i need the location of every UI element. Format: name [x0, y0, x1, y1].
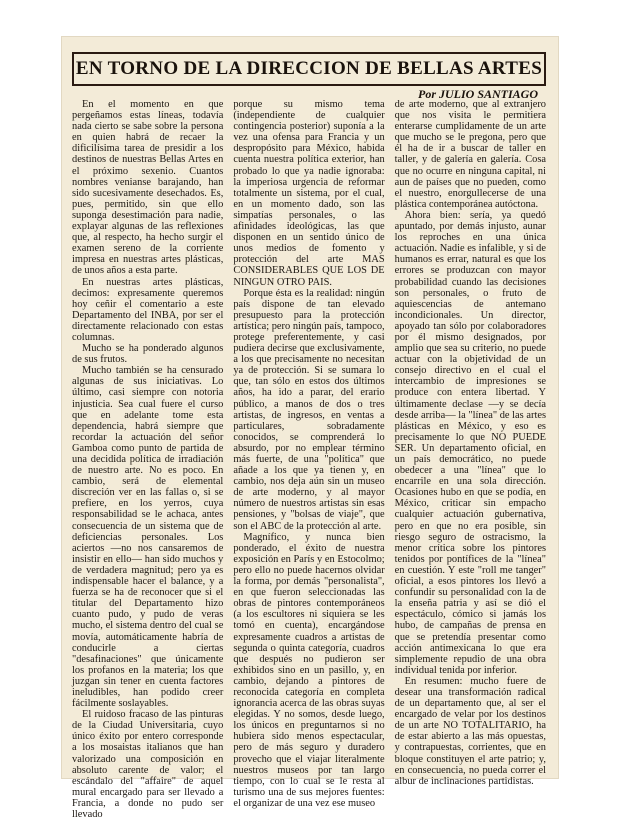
- paragraph: El ruidoso fracaso de las pinturas de la Ciudad Universitaria, cuyo único éxito por entero corresponde a los mosaistas italianos que han valorizado una composición en absoluto carente de valor; el escándalo del "affaire" de aquel mural encargado para ser llevado a Francia, a donde no pudo ser llevado: [72, 709, 224, 820]
- paragraph: de arte moderno, que al extranjero que nos visita le permitiera enterarse cumplidamente de un arte que mucho se le pregona, pero que él ha de ir a buscar de taller en taller, y de galería en galería. Cosa que no ocurre en ninguna capital, ni aun de países que no pueden, como el nuestro, enorgullecerse de una plástica contemporánea autóctona.: [394, 99, 546, 210]
- article-title: EN TORNO DE LA DIRECCION DE BELLAS ARTES: [75, 58, 543, 79]
- paragraph: Porque ésta es la realidad: ningún país dispone de tan elevado presupuesto para la protección artística; pero ningún país, tampoco, protege preferentemente, y casi pudiera decirse que exclusivamente, a los que precisamente no necesitan ya de protección. Si se sumara lo que, tan sólo en estos dos últimos años, ha ido a parar, del erario público, a manos de dos o tres artistas, de ingresos, en ventas a particulares, sobradamente conocidos, se comprenderá lo absurdo, por no emplear término más fuerte, de una "política" que añade a los que ya tienen y, en cambio, nos deja aún sin un museo de arte moderno, y al mayor número de nuestros artistas sin esas pensiones, y "bolsas de viaje", que son el ABC de la protección al arte.: [233, 287, 385, 532]
- headline-box: [72, 52, 546, 86]
- paragraph: Mucho también se ha censurado algunas de sus iniciativas. Lo último, casi siempre con notoria injusticia. Sea cual fuere el curso que en adelante tome esta dependencia, habrá siempre que recordar la actuación del señor Gamboa como punto de partida de una decidida política de irradiación de nuestro arte. No es poco. En cambio, será de elemental discreción ver en las fallas o, si se prefiere, en los yerros, cuya responsabilidad se le achaca, antes consecuencia de un sistema que de deficiencias personales. Los aciertos —no nos cansaremos de insistir en ello— han sido muchos y de verdadera magnitud; pero ya es indispensable hacer el balance, y a fuerza se ha de reconocer que si el titular del Departamento hizo cuanto pudo, y pudo de veras mucho, el sistema dentro del cual se movía, automáticamente habría de conducirle a ciertas "desafinaciones" que únicamente los profanos en la materia; los que juzgan sin tener en cuenta factores ineludibles, han podido creer fácilmente soslayables.: [72, 365, 224, 710]
- paragraph: Ahora bien: sería, ya quedó apuntado, por demás injusto, aunar los reproches en una única actuación. Nadie es infalible, y si de humanos es errar, natural es que los errores se produzcan con mayor probabilidad cuando las decisiones son personales, o fruto de aquiescencias de antemano incondicionales. Un director, apoyado tan sólo por colaboradores por él mismo designados, por amplio que sea su criterio, no puede actuar con la objetividad de un consejo directivo en el cual el intercambio de impresiones se produce con entera libertad. Y últimamente declase —y se decía desde arriba— la "línea" de las artes plásticas en México, y eso es precisamente lo que NO PUEDE SER. Un departamento oficial, en un país democrático, no puede obedecer a una "línea" que lo encarrile en una sola dirección. Ocasiones hubo en que se podía, en México, criticar sin empacho cualquier actuación gubernativa, pero en que no era posible, sin riesgo seguro de ostracismo, la menor crítica sobre los pintores tenidos por pontífices de la "línea" en cuestión. Y este "roll me tanger" oficial, a esos pintores los llevó a confundir su personalidad con la de la enseña patria y así se dió el espectáculo, cómico si jamás los hubo, de campañas de prensa en que se pretendía presentar como acción antimexicana lo que era simplemente repudio de una obra individual tenida por inferior.: [394, 209, 546, 676]
- paragraph: porque su mismo tema (independiente de cualquier contingencia posterior) suponía a la vez una ofensa para Francia y un despropósito para México, habida cuenta nuestra política exterior, han probado lo que ya nadie ignoraba: la imperiosa urgencia de reformar totalmente un sistema, por el cual, en un momento dado, son las simpatías personales, o las afinidades ideológicas, las que disponen en un sentido único de unos medios de fomento y protección del arte MAS CONSIDERABLES QUE LOS DE NINGUN OTRO PAIS.: [233, 99, 385, 288]
- article-byline: Por JULIO SANTIAGO: [417, 87, 538, 101]
- paragraph: Magnífico, y nunca bien ponderado, el éxito de nuestra exposición en París y en Estocolmo; pero ello no puede hacernos olvidar la forma, por demás "personalista", en que fueron seleccionadas las obras de pintores contemporáneos (a los escultores ni siquiera se les tomó en cuenta), encargándose expresamente cuadros a artistas de segunda o quinta categoría, cuadros que después no pudieron ser exhibidos sino en un pasillo, y, en cambio, dejando a pintores de reconocida categoría en completa ignorancia acerca de las obras suyas elegidas. Y no somos, desde luego, los únicos en preguntarnos si no hubiera sido menos espectacular, pero de más seguro y duradero provecho que el viajar literalmente nuestros museos por tan largo tiempo, con lo cual se le resta al turismo una de sus mejores fuentes: el organizar de una vez ese museo: [233, 531, 385, 809]
- paragraph: En el momento en que pergeñamos estas líneas, todavía nada cierto se sabe sobre la persona en quien habrá de recaer la dificilísima tarea de presidir a los destinos de nuestras Bellas Artes en el próximo sexenio. Cuantos nombres venianse barajando, han sido sucesivamente desechados. Es, pues, permitido, sin que ello suponga desestimación para nadie, explayar algunas de las reflexiones que, al respecto, ha hecho surgir el examen sereno de la corriente impresa en nuestras artes plásticas, de unos años a esta parte.: [72, 99, 224, 277]
- article-column-2: [233, 99, 385, 809]
- paragraph: En nuestras artes plásticas, decimos: expresamente queremos hoy ceñir el comentario a este Departamento del INBA, por ser el directamente relacionado con estas columnas.: [72, 276, 224, 343]
- paragraph: Mucho se ha ponderado algunos de sus frutos.: [72, 343, 224, 366]
- article-column-1: [72, 99, 224, 820]
- newspaper-clipping: [62, 37, 558, 820]
- paragraph: En resumen: mucho fuere de desear una transformación radical de un departamento que, al ser el encargado de velar por los destinos de un arte NO TOTALITARIO, ha de estar abierto a las más opuestas, y contrapuestas, corrientes, que en bloque constituyen el arte patrio; y, en consecuencia, no pueda correr el albur de inclinaciones partidistas.: [394, 675, 546, 787]
- article-column-3: [394, 99, 546, 787]
- article-body: [72, 99, 546, 820]
